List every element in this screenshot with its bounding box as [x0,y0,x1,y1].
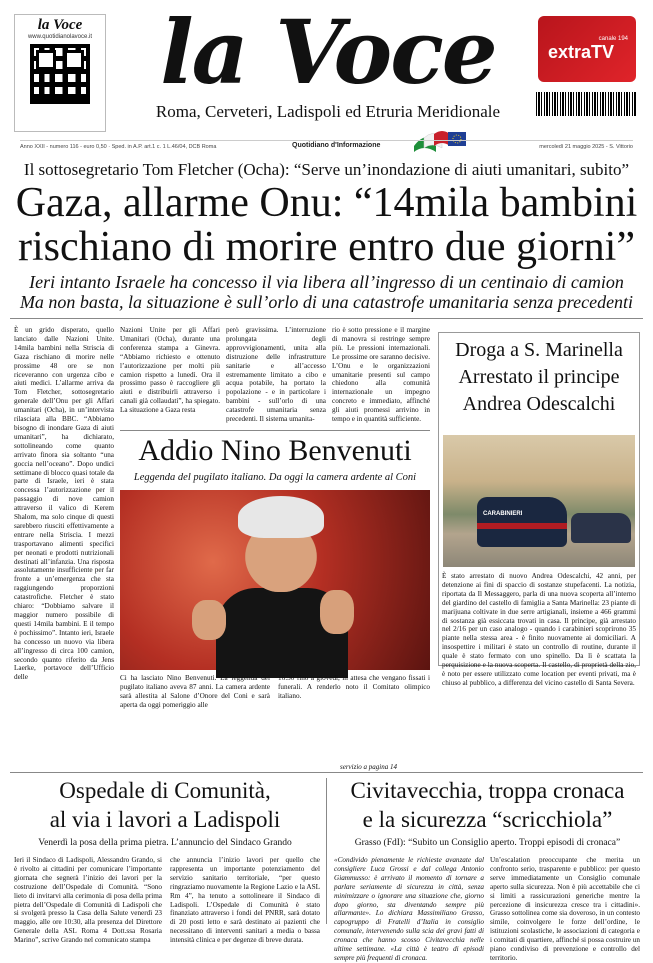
droga-title-line-3: Andrea Odescalchi [462,393,616,415]
lead-col-4: rio è sotto pressione e il margine di manovra si restringe sempre più. Le pressioni internazionali. Le prossime ore saranno decisive. L’Onu e le organizzazioni umanitarie presenti sul campo chiedono alla comunità internazionale un impegno concreto e immediato, affinché gli aiuti promessi arrivino in tempo e in quantità sufficiente. [332,326,430,424]
lead-col-3: però gravissima. L’interruzione prolungata degli approvvigionamenti, unita alla distruzione delle infrastrutture sanitarie e all’accesso estremamente limitato a cibo e acqua potabile, ha portato la popolazione - e in particolare i bambini - sull’orlo di una catastrofe umanitaria senza precedenti. Il sistema umanita- [226,326,326,424]
civita-title[interactable] [332,776,643,834]
nino-caption-2: 16:30 fino a giovedì, in attesa che vengano fissati i funerali. A renderlo noto il Comitato olimpico italiano. [278,674,430,700]
lead-headline[interactable] [10,181,643,269]
masthead [0,0,653,140]
extra-logo-text: extraTV [548,42,615,62]
ospedale-col-1: Ieri il Sindaco di Ladispoli, Alessandro Grando, si è rivolto ai cittadini per comunicare l’importante giornata che segnerà l’inizio dei lavori per la costruzione dell’Ospedale di Comunità. “Sono lieto di invitarvi alla cerimonia di posa della prima pietra dell’Ospedale di Comunità di Ladispoli che si svolgerà presso la Casa della Salute venerdì 23 maggio, alle ore 10:30, alla presenza del Direttore Generale della ASL Roma 4 Dott.ssa Rosaria Marino”, scrive Grando nel comunicato stampa [14,856,162,945]
issue-info: Anno XXII - numero 116 - euro 0,50 · Sped. in A.P. art.1 c. 1 L.46/04, DCB Roma [20,144,217,150]
lead-kicker: Il sottosegretario Tom Fletcher (Ocha): “Serve un’inondazione di aiuti umanitari, subito” [23,160,630,179]
lead-sub-line-2: Ma non basta, la situazione è sull’orlo di una catastrofe umanitaria senza precedenti [19,292,634,312]
nino-subtitle: Leggenda del pugilato italiano. Da oggi la camera ardente al Coni [133,472,417,483]
ospedale-col-2: che annuncia l’inizio lavori per quello che rappresenta un importante potenziamento del servizio sanitario territoriale, “per questo ringraziamo nuovamente la Regione Lazio e la ASL Rm 4”, ha tenuto a sottolineare il Sindaco di Ladispoli. L’Ospedale di Comunità è stato finanziato attraverso i fondi del PNRR, sarà dotato di 20 posti letto e sarà destinato ai pazienti che necessitano di interventi sanitari a media o bassa intensità clinica e per degenze di breve durata. [170,856,320,945]
lead-headline-line-1: Gaza, allarme Onu: “14mila bambini [15,180,638,226]
qr-title: la Voce [37,17,83,33]
quotidiano-label: Quotidiano d'Informazione [292,142,381,149]
civita-title-line-2: e la sicurezza “scricchiola” [362,807,613,832]
carabinieri-car [477,497,567,547]
droga-text: È stato arrestato di nuovo Andrea Odescalchi, 42 anni, per detenzione ai fini di spaccio di sostanze stupefacenti. La notizia, riportata da Il Messaggero, parla di una nuova scoperta all’interno del giardino del castello di famiglia a Santa Marinella: 23 piante di marijuana coltivate in due serre artigianali, insieme a 466 grammi di sostanza già essiccata trovati in casa. Il principe, già arrestato nel 2/16 per un caso analogo - quando i carabinieri scoprirono 35 piante nella stessa area - è finito nuovamente ai domiciliari. A insospettire i militari è stato un controllo di routine, durante il quale è stato fermato con uno spinello. Da lì è scattata la perquisizione e la nuova scoperta. Il castello, di proprietà della zio, è noto per essere utilizzato come location per eventi privati, ma è chiuso al pubblico, a differenza del vicino castello di Santa Severa. [442,572,636,687]
newspaper-logo: la Voce [160,0,496,104]
lead-sub-line-1: Ieri intanto Israele ha concesso il via libera all’ingresso di un centinaio di camion [29,272,624,292]
ospedale-title-line-2: al via i lavori a Ladispoli [49,807,281,832]
servizio-link[interactable]: servizio a pagina 14 [340,763,397,771]
nino-hair [238,496,324,538]
second-car [571,513,631,543]
issue-date: mercoledì 21 maggio 2025 - S. Vittorio [539,144,633,150]
divider [120,430,430,431]
nino-hand-right [320,590,354,634]
nino-caption-1: Ci ha lasciato Nino Benvenuti. La leggenda del pugilato italiano aveva 87 anni. La camera ardente sarà allestita al Salone d’Onore del Coni e sarà aperta da oggi pomeriggio alle [120,674,270,709]
civita-col-2: Un’escalation preoccupante che merita un confronto serio, trasparente e pubblico: per questo serve immediatamente un Consiglio comunale aperto sulla sicurezza. Non è più accettabile che ci si limiti a rassicurazioni generiche mentre la percezione di insicurezza cresce tra i cittadini». Grasso sottolinea come sia doveroso, in un contesto simile, coinvolgere le forze dell’ordine, le istituzioni scolastiche, le associazioni di categoria e i comitati di quartiere, affinché si possa costruire un piano condiviso di prevenzione e controllo del territorio. [490,856,640,962]
tagline: Roma, Cerveteri, Ladispoli ed Etruria Meridionale [155,102,501,121]
carabinieri-photo [443,435,635,567]
lead-col-1: È un grido disperato, quello lanciato dalle Nazioni Unite. 14mila bambini nella Striscia di Gaza rischiano di morire nelle prossime 48 ore se non riceveranno con urgenza cibo e aiuti medici. L’allarme arriva da Tom Fletcher, sottosegretario generale dell’Onu per gli Affari umanitari (Ocha), in un’intervista rilasciata alla BBC. “Abbiamo bisogno di inondare Gaza di aiuti umanitari”, ha dichiarato, sottolineando come quanto arrivato finora sia soltanto “una goccia nell’oceano”. Dopo undici settimane di blocco quasi totale da parte di Israele, ieri è stata concessa l’autorizzazione per il passaggio di nove camion attraverso il valico di Kerem Shalom, ma solo cinque di questi sarebbero riusciti effettivamente a entrare nella Striscia. I mezzi trasportavano alimenti specifici per neonati e prodotti nutrizionali destinati all’infanzia. Una risposta assolutamente insufficiente per far fronte a un’emergenza che sta raggiungendo proporzioni catastrofiche. Fletcher è stato chiaro: “Dobbiamo salvare il maggior numero possibile di questi 14mila bambini. E il tempo è pochissimo”. Intanto ieri, Israele ha concesso un nuovo via libera all’ingresso di circa 100 camion, secondo quanto riferito da Jens Laerke, portavoce dell’Ufficio delle [14,326,114,682]
column-divider [326,778,327,924]
lead-subheadline [10,272,643,312]
info-bar [20,140,633,152]
extra-tv-logo[interactable] [538,16,636,82]
extra-canale: canale 194 [598,36,628,42]
ospedale-title[interactable] [10,776,320,834]
droga-title-line-2: Arrestato il principe [458,366,620,388]
droga-title [439,337,639,418]
car-label: CARABINIERI [483,511,523,517]
ospedale-kicker: Venerdì la posa della prima pietra. L’annuncio del Sindaco Grando [38,838,292,848]
qr-code-icon[interactable] [30,44,90,104]
qr-url: www.quotidianolavoce.it [27,34,93,40]
nino-photo [120,490,430,670]
barcode-icon [536,92,636,116]
lead-col-2: Nazioni Unite per gli Affari Umanitari (Ocha), durante una conferenza stampa a Ginevra. “Abbiamo richiesto e ottenuto l’autorizzazione per molti più camion rispetto a lunedì. Ora il prossimo passo è raccogliere gli aiuti e distribuirli attraverso i canali già collaudati”, ha spiegato. La situazione a Gaza resta [120,326,220,415]
divider [10,772,643,773]
civita-col-1: «Condivido pienamente le richieste avanzate dal consigliere Luca Grossi e dal collega Antonio Giammusso: è arrivato il momento di tornare a parlare seriamente di sicurezza in città, senza minimizzare o ignorare una situazione che, giorno dopo giorno, sta diventando sempre più allarmante». Lo dichiara Massimiliano Grasso, capogruppo di Fratelli d’Italia in consiglio comunale, intervenendo sulla scia dei gravi fatti di cronaca che hanno scosso Civitavecchia nelle ultime settimane. «La città è teatro di episodi sempre più frequenti di cronaca. [334,856,484,962]
nino-hand-left [192,600,226,640]
car-stripe [477,523,567,529]
ospedale-title-line-1: Ospedale di Comunità, [59,778,271,803]
civita-title-line-1: Civitavecchia, troppa cronaca [350,778,625,803]
nino-title[interactable]: Addio Nino Benvenuti [138,434,412,467]
droga-title-line-1: Droga a S. Marinella [455,339,623,361]
qr-box[interactable] [14,14,106,132]
civita-kicker: Grasso (FdI): “Subito un Consiglio aperto. Troppi episodi di cronaca” [354,838,621,848]
lead-headline-line-2: rischiano di morire entro due giorni” [18,224,635,270]
divider [10,318,643,319]
